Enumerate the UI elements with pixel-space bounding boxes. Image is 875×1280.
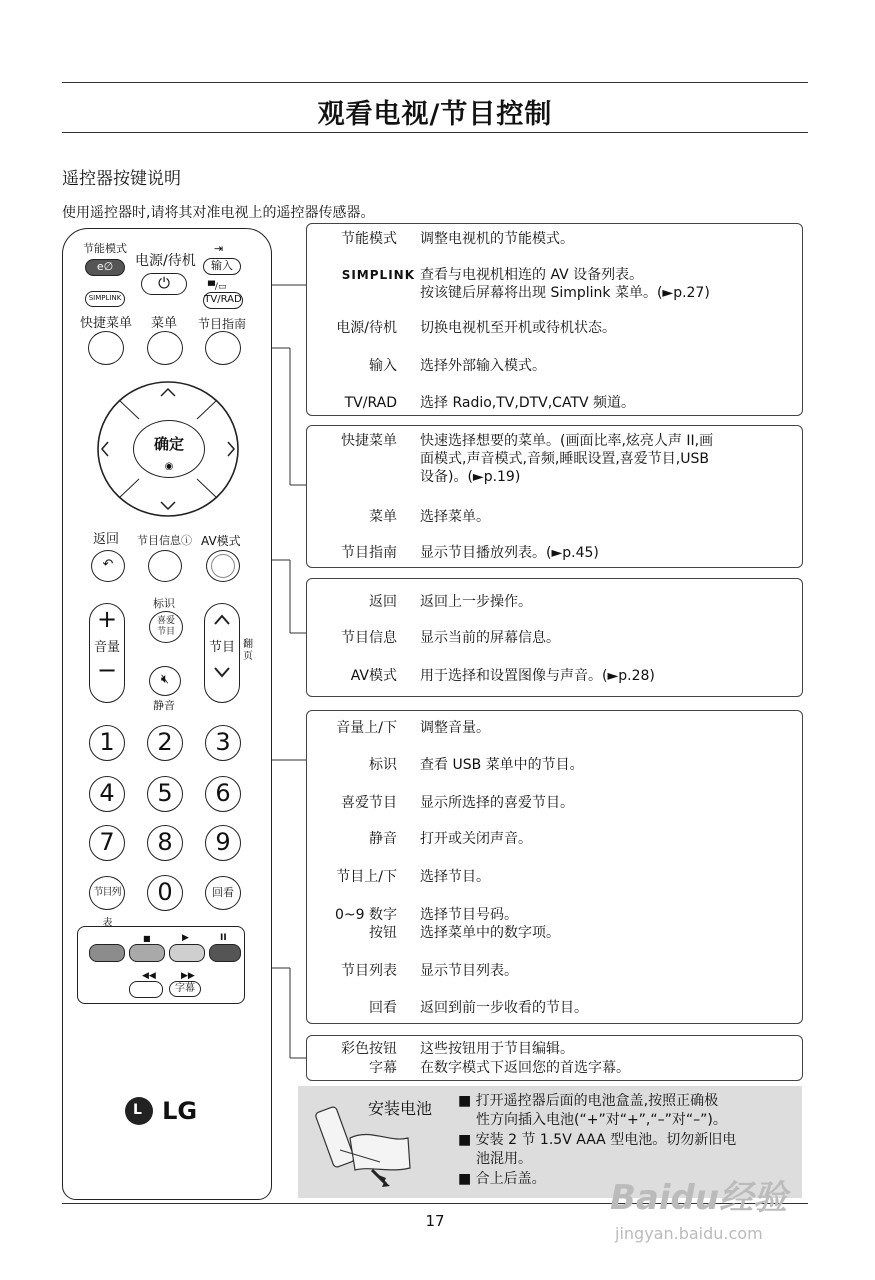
channel-down-icon[interactable]	[212, 665, 232, 679]
guide-button[interactable]	[205, 331, 241, 365]
intro-text: 使用遥控器时,请将其对准电视上的遥控器传感器。	[62, 205, 375, 221]
baidu-watermark-url: jingyan.baidu.com	[615, 1224, 763, 1243]
volume-down-icon[interactable]: −	[96, 656, 118, 684]
menu-button[interactable]	[147, 331, 183, 365]
back-button[interactable]: ↶	[91, 550, 125, 582]
desc-back: 返回上一步操作。	[420, 594, 532, 610]
desc-simplink-1: 查看与电视机相连的 AV 设备列表。	[420, 267, 644, 283]
desc-info: 显示当前的屏幕信息。	[420, 630, 560, 646]
tv-radio-icon: ▀/▭	[208, 282, 227, 292]
desc-box-menu	[306, 425, 803, 568]
number-3-button[interactable]: 3	[205, 725, 241, 761]
quick-view-button[interactable]: 回看	[205, 876, 241, 910]
page-title: 观看电视/节目控制	[317, 99, 553, 130]
number-4-button[interactable]: 4	[89, 776, 125, 812]
desc-box-volume-numbers	[306, 710, 803, 1024]
av-mode-label: AV模式	[201, 534, 241, 548]
info-button[interactable]	[148, 550, 182, 582]
desc-quick-menu-3: 设备)。(►p.19)	[420, 469, 521, 485]
guide-label: 节目指南	[198, 317, 247, 331]
input-icon: ⇥	[214, 242, 224, 255]
battery-title: 安装电池	[368, 1099, 433, 1118]
channel-label: 节目	[208, 640, 235, 655]
battery-line-2: 性方向插入电池(“+”对“+”,“–”对“–”)。	[476, 1112, 727, 1128]
channel-rocker[interactable]	[204, 603, 240, 703]
key-power: 电源/待机	[336, 320, 397, 336]
energy-saving-button[interactable]: e∅	[85, 259, 125, 276]
remote-control	[62, 228, 272, 1200]
key-volume: 音量上/下	[336, 720, 397, 736]
subtitle-button[interactable]: 字幕	[169, 981, 201, 997]
battery-line-1: ■ 打开遥控器后面的电池盒盖,按照正确极	[458, 1093, 719, 1109]
key-channel-list: 节目列表	[341, 963, 397, 979]
rewind-icon: ◀◀	[142, 971, 156, 981]
key-energy-saving: 节能模式	[341, 231, 397, 247]
mute-icon: 🔇︎	[160, 672, 170, 687]
blue-button[interactable]	[209, 944, 241, 962]
ok-button[interactable]	[133, 420, 205, 478]
number-8-button[interactable]: 8	[147, 825, 183, 861]
key-input: 输入	[369, 358, 397, 374]
desc-energy-saving: 调整电视机的节能模式。	[420, 231, 574, 247]
desc-quick-view: 返回到前一步收看的节目。	[420, 1000, 588, 1016]
key-favorite: 喜爱节目	[341, 795, 397, 811]
key-menu: 菜单	[369, 509, 397, 525]
desc-quick-menu-2: 面模式,声音模式,音频,睡眠设置,喜爱节目,USB	[420, 451, 709, 467]
channel-list-button[interactable]: 节目列表	[89, 876, 125, 910]
rewind-button[interactable]	[129, 981, 163, 998]
desc-power: 切换电视机至开机或待机状态。	[420, 320, 616, 336]
key-channel: 节目上/下	[336, 869, 397, 885]
play-icon: ▶	[182, 933, 189, 943]
mark-label: 标识	[153, 597, 175, 610]
key-quick-menu: 快捷菜单	[341, 433, 397, 449]
desc-subtitle: 在数字模式下返回您的首选字幕。	[420, 1060, 630, 1076]
av-mode-button[interactable]	[206, 550, 240, 582]
key-quick-view: 回看	[369, 1000, 397, 1016]
desc-quick-menu-1: 快速选择想要的菜单。(画面比率,炫亮人声 II,画	[420, 433, 714, 449]
quick-menu-label: 快捷菜单	[80, 316, 133, 331]
number-2-button[interactable]: 2	[147, 725, 183, 761]
key-av-mode: AV模式	[350, 668, 397, 684]
key-numbers-2: 按钮	[369, 925, 397, 941]
number-5-button[interactable]: 5	[147, 776, 183, 812]
volume-rocker[interactable]	[89, 603, 125, 703]
battery-line-4: 池混用。	[476, 1151, 532, 1167]
desc-channel: 选择节目。	[420, 869, 490, 885]
page-label: 翻页	[243, 639, 253, 662]
av-mode-ring-icon	[211, 554, 235, 578]
desc-tv-rad: 选择 Radio,TV,DTV,CATV 频道。	[420, 395, 636, 411]
volume-label: 音量	[93, 640, 120, 655]
lg-logo	[125, 1097, 197, 1125]
desc-volume: 调整音量。	[420, 720, 490, 736]
simplink-button[interactable]: SIMPLINK	[85, 291, 125, 307]
red-button[interactable]	[89, 944, 125, 962]
ok-dot-icon: ◉	[164, 461, 174, 472]
input-button[interactable]: 输入	[203, 258, 241, 275]
key-tv-rad: TV/RAD	[344, 395, 397, 411]
key-color-buttons: 彩色按钮	[341, 1041, 397, 1057]
back-label: 返回	[93, 532, 120, 547]
favorite-button[interactable]: 喜爱 节目	[149, 611, 183, 643]
desc-box-back-info	[306, 578, 803, 697]
desc-mark: 查看 USB 菜单中的节目。	[420, 757, 584, 773]
number-0-button[interactable]: 0	[147, 875, 183, 911]
menu-label: 菜单	[151, 316, 178, 331]
ok-label: 确定	[153, 435, 184, 453]
info-label: 节目信息ⓘ	[137, 534, 192, 547]
lg-logo-circle-icon: L	[125, 1097, 153, 1125]
number-7-button[interactable]: 7	[89, 825, 125, 861]
lg-logo-text: LG	[162, 1097, 198, 1125]
section-subtitle: 遥控器按键说明	[62, 169, 181, 189]
fast-forward-icon: ▶▶	[181, 971, 195, 981]
mute-label: 静音	[153, 699, 175, 712]
number-6-button[interactable]: 6	[205, 776, 241, 812]
key-mark: 标识	[369, 757, 397, 773]
page-number: 17	[425, 1212, 445, 1230]
stop-icon: ■	[143, 934, 151, 943]
battery-line-5: ■ 合上后盖。	[458, 1171, 546, 1187]
volume-up-icon[interactable]: +	[96, 605, 118, 633]
energy-saving-label: 节能模式	[83, 242, 127, 255]
desc-numbers-2: 选择菜单中的数字项。	[420, 925, 560, 941]
desc-box-color-subtitle	[306, 1035, 803, 1081]
desc-box-power-input	[306, 223, 803, 416]
desc-numbers-1: 选择节目号码。	[420, 907, 518, 923]
number-9-button[interactable]: 9	[205, 825, 241, 861]
desc-mute: 打开或关闭声音。	[420, 831, 532, 847]
tv-rad-button[interactable]: TV/RAD	[203, 292, 243, 309]
desc-input: 选择外部输入模式。	[420, 358, 546, 374]
battery-line-3: ■ 安装 2 节 1.5V AAA 型电池。切勿新旧电	[458, 1132, 737, 1148]
key-back: 返回	[369, 594, 397, 610]
power-label: 电源/待机	[135, 253, 196, 269]
key-subtitle: 字幕	[369, 1060, 397, 1076]
green-button[interactable]	[129, 944, 165, 962]
channel-up-icon[interactable]	[212, 612, 232, 626]
number-1-button[interactable]: 1	[89, 725, 125, 761]
desc-simplink-2: 按该键后屏幕将出现 Simplink 菜单。(►p.27)	[420, 285, 710, 301]
desc-menu: 选择菜单。	[420, 509, 490, 525]
desc-guide: 显示节目播放列表。(►p.45)	[420, 545, 599, 561]
baidu-watermark: Baidu经验	[610, 1178, 788, 1218]
desc-favorite: 显示所选择的喜爱节目。	[420, 795, 574, 811]
mute-button[interactable]	[149, 666, 181, 696]
pause-icon: II	[220, 933, 227, 943]
desc-av-mode: 用于选择和设置图像与声音。(►p.28)	[420, 668, 655, 684]
yellow-button[interactable]	[169, 944, 205, 962]
key-numbers-1: 0~9 数字	[335, 907, 397, 923]
key-info: 节目信息	[341, 630, 397, 646]
key-mute: 静音	[369, 831, 397, 847]
desc-channel-list: 显示节目列表。	[420, 963, 518, 979]
desc-color-buttons: 这些按钮用于节目编辑。	[420, 1041, 574, 1057]
quick-menu-button[interactable]	[88, 331, 124, 365]
key-guide: 节目指南	[341, 545, 397, 561]
key-simplink: SIMPLINK	[341, 268, 415, 282]
power-button[interactable]: ⏻	[141, 273, 187, 295]
